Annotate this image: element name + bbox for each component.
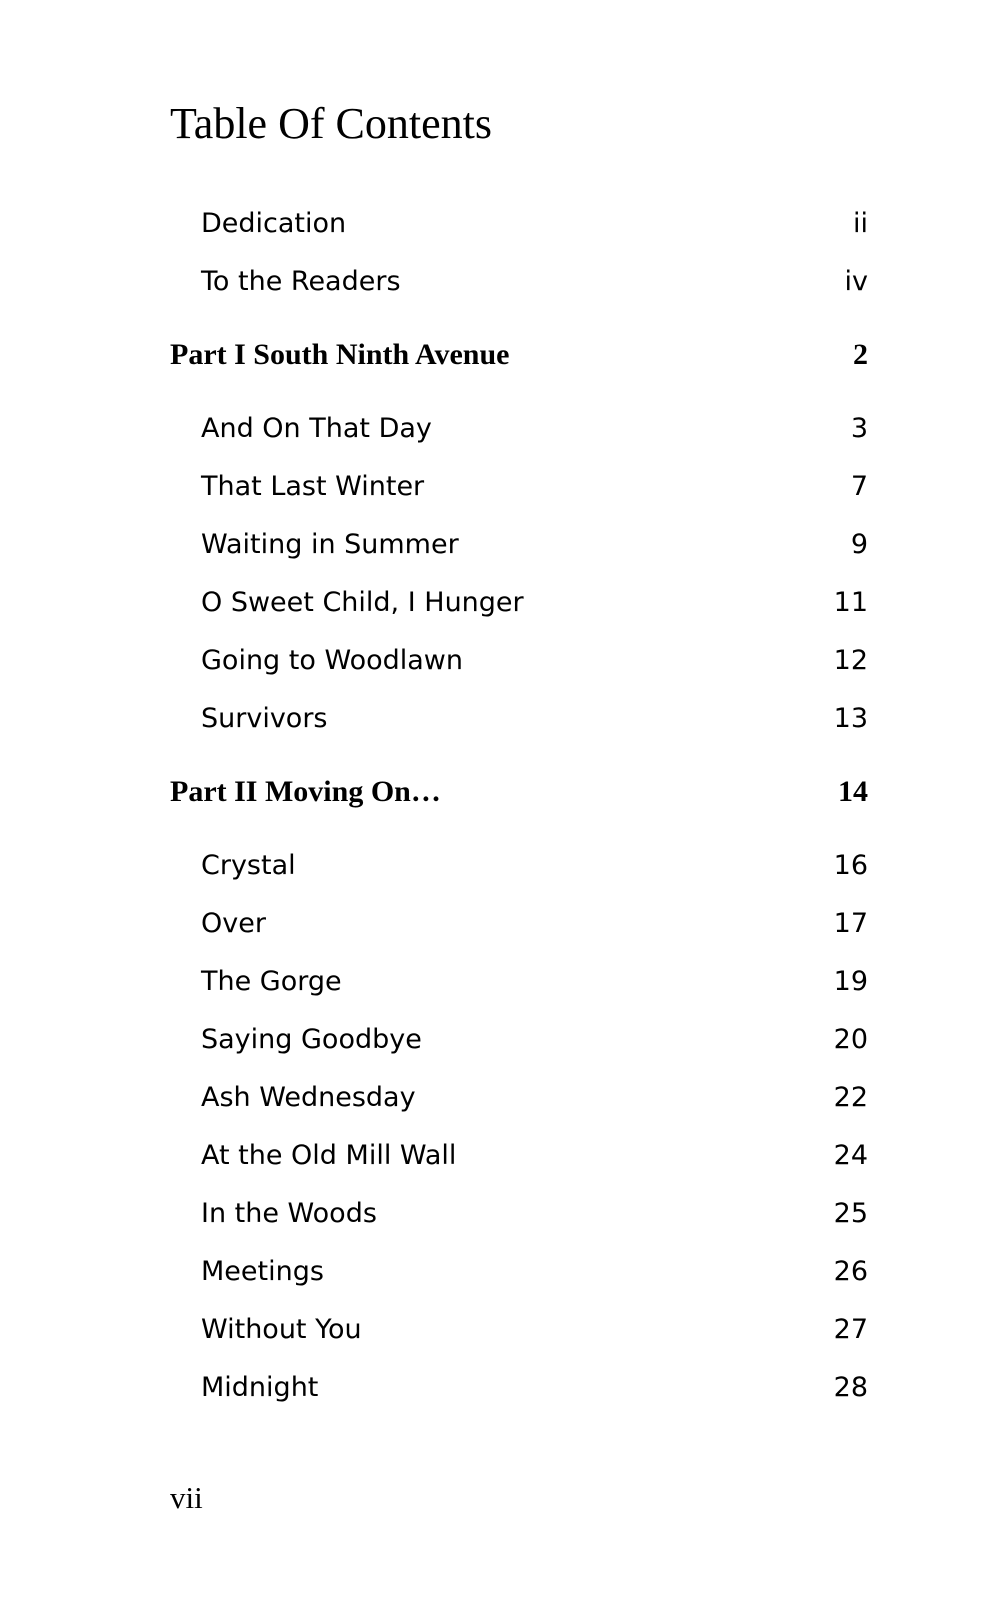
toc-entry-page-number: 13 [833,703,868,734]
toc-entry-o-sweet-child[interactable] [0,583,1000,623]
toc-entry-meetings[interactable] [0,1252,1000,1292]
toc-entry-page-number: ii [852,208,868,239]
toc-entry-page-number: 24 [833,1140,868,1171]
toc-entry-in-the-woods[interactable] [0,1194,1000,1234]
toc-entry-crystal[interactable] [0,846,1000,886]
toc-part-heading-2[interactable] [0,772,1000,812]
toc-entry-and-on-that-day[interactable] [0,409,1000,449]
toc-entry-that-last-winter[interactable] [0,467,1000,507]
toc-entry-page-number: 9 [850,529,868,560]
toc-entry-page-number: 22 [833,1082,868,1113]
toc-entry-label: And On That Day [201,413,432,444]
toc-entry-page-number: 7 [850,471,868,502]
toc-entry-page-number: 17 [833,908,868,939]
toc-entry-label: Meetings [201,1256,324,1287]
toc-entry-survivors[interactable] [0,699,1000,739]
toc-entry-the-gorge[interactable] [0,962,1000,1002]
toc-entry-label: Waiting in Summer [201,529,459,560]
toc-entry-label: Dedication [201,208,347,239]
toc-entry-label: That Last Winter [201,471,425,502]
toc-entry-saying-goodbye[interactable] [0,1020,1000,1060]
toc-entry-page-number: 20 [833,1024,868,1055]
toc-entry-page-number: 3 [850,413,868,444]
toc-entry-waiting-in-summer[interactable] [0,525,1000,565]
toc-entry-page-number: 27 [833,1314,868,1345]
toc-entry-page-number: 19 [833,966,868,997]
toc-entry-page-number: 11 [833,587,868,618]
toc-entry-label: The Gorge [201,966,342,997]
toc-entry-page-number: 28 [833,1372,868,1403]
toc-entry-midnight[interactable] [0,1368,1000,1408]
toc-entry-label: Ash Wednesday [201,1082,416,1113]
toc-entry-page-number: 12 [833,645,868,676]
toc-entry-label: Saying Goodbye [201,1024,422,1055]
toc-part-label: Part I South Ninth Avenue [170,338,510,371]
toc-entry-label: At the Old Mill Wall [201,1140,457,1171]
toc-entry-over[interactable] [0,904,1000,944]
toc-entry-label: Over [201,908,266,939]
toc-entry-page-number: iv [844,266,868,297]
toc-entry-at-the-old-mill-wall[interactable] [0,1136,1000,1176]
page-title: Table Of Contents [170,99,492,148]
toc-entry-label: Going to Woodlawn [201,645,463,676]
page-folio-number: vii [170,1480,203,1515]
toc-entry-dedication[interactable] [0,204,1000,244]
toc-entry-to-the-readers[interactable] [0,262,1000,302]
toc-entry-label: Crystal [201,850,296,881]
toc-entry-label: Survivors [201,703,328,734]
toc-entry-label: Midnight [201,1372,319,1403]
toc-entry-page-number: 25 [833,1198,868,1229]
toc-part-heading-1[interactable] [0,335,1000,375]
toc-entry-label: O Sweet Child, I Hunger [201,587,524,618]
toc-entry-without-you[interactable] [0,1310,1000,1350]
toc-part-page-number: 14 [838,775,868,808]
toc-entry-page-number: 16 [833,850,868,881]
toc-entry-going-to-woodlawn[interactable] [0,641,1000,681]
toc-part-page-number: 2 [853,338,868,371]
toc-part-label: Part II Moving On… [170,775,441,808]
toc-entry-label: Without You [201,1314,362,1345]
toc-entry-ash-wednesday[interactable] [0,1078,1000,1118]
toc-entry-label: To the Readers [201,266,401,297]
toc-entry-page-number: 26 [833,1256,868,1287]
toc-entry-label: In the Woods [201,1198,377,1229]
